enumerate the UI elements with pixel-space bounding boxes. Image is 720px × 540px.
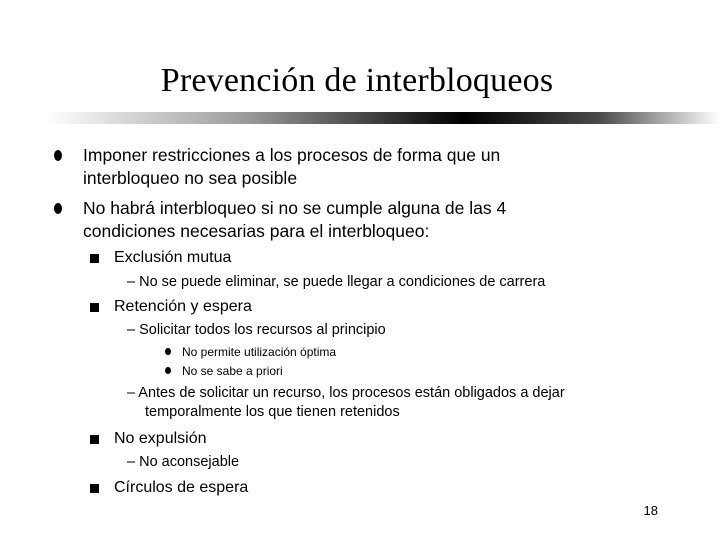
square-bullet-icon: [90, 303, 99, 312]
condition-label: Círculos de espera: [114, 479, 249, 496]
bullet-text: No habrá interbloqueo si no se cumple alguna de las 4: [83, 198, 507, 218]
small-round-bullet-icon: [165, 367, 171, 374]
condition-label: Retención y espera: [114, 298, 252, 315]
page-number: 18: [643, 503, 658, 518]
sub-sub-item: No permite utilización óptima: [182, 345, 337, 359]
square-bullet-icon: [90, 254, 99, 263]
square-bullet-icon: [90, 484, 99, 493]
sub-item: – No se puede eliminar, se puede llegar a condiciones de carrera: [127, 274, 546, 290]
condition-label: No expulsión: [114, 430, 207, 447]
sub-item: temporalmente los que tienen retenidos: [145, 404, 400, 420]
slide-title: Prevención de interbloqueos: [160, 62, 554, 99]
round-bullet-icon: [54, 150, 62, 161]
sub-item: – Antes de solicitar un recurso, los procesos están obligados a dejar: [127, 385, 565, 401]
round-bullet-icon: [54, 203, 62, 214]
sub-sub-item: No se sabe a priori: [182, 364, 283, 378]
bullet-text: condiciones necesarias para el interbloqueo:: [83, 221, 430, 241]
bullet-text: Imponer restricciones a los procesos de forma que un: [83, 145, 501, 165]
condition-label: Exclusión mutua: [114, 249, 232, 266]
small-round-bullet-icon: [165, 348, 171, 355]
title-divider: [46, 112, 720, 124]
square-bullet-icon: [90, 435, 99, 444]
sub-item: – Solicitar todos los recursos al principio: [127, 322, 386, 338]
sub-item: – No aconsejable: [127, 454, 240, 470]
bullet-text: interbloqueo no sea posible: [83, 168, 298, 188]
